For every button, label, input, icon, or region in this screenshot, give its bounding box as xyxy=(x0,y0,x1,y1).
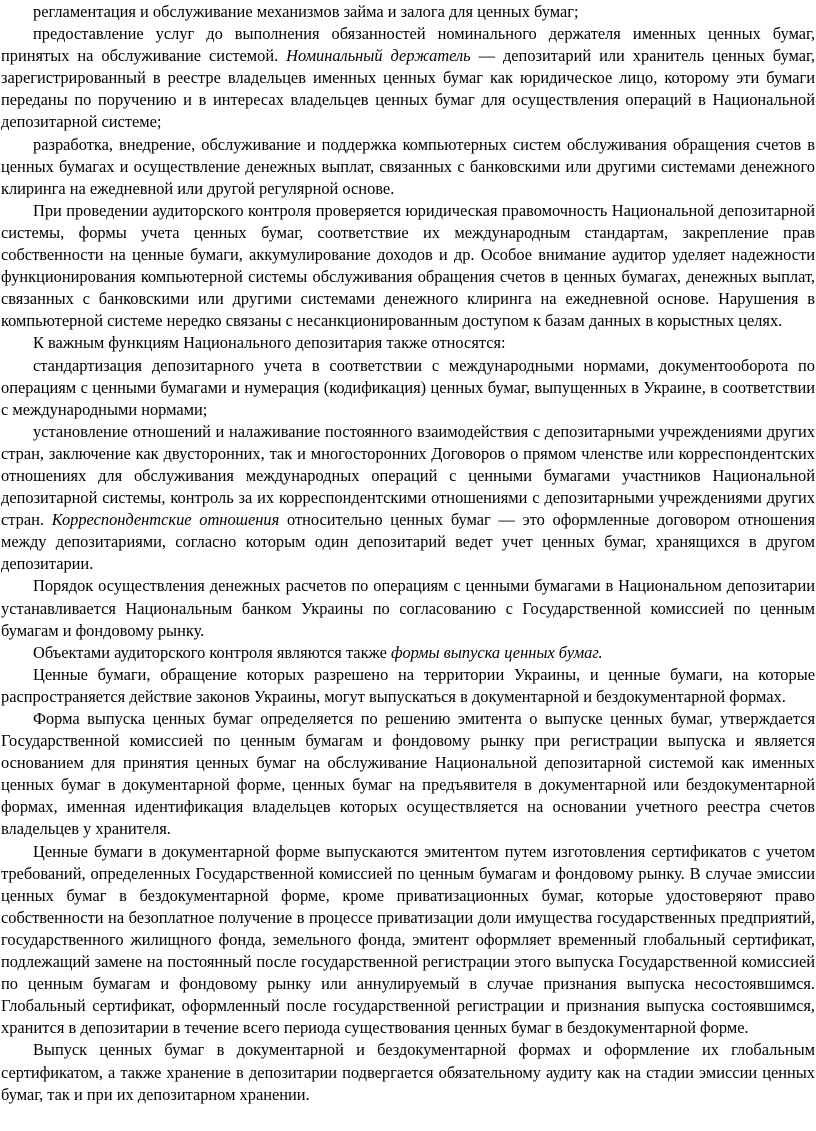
paragraph-5 xyxy=(1,332,815,354)
paragraph-12 xyxy=(1,841,815,1040)
paragraph-9 xyxy=(1,642,815,664)
paragraph-13 xyxy=(1,1039,815,1105)
text-run: Форма выпуска ценных бумаг определяется по решению эмитента о выпуске ценных бумаг, утверждается Государственной комиссией по ценным бумагам и фондовому рынку при регистрации выпуска и является основанием для принятия ценных бумаг на обслуживание Национальной депозитарной системой как именных ценных бумаг в документарной форме, ценных бумаг на предъявителя в документарной или бездокументарной формах, именная идентификация владельцев которых осуществляется на основании учетного реестра счетов владельцев у хранителя. xyxy=(1,709,815,839)
text-run: Порядок осуществления денежных расчетов по операциям с ценными бумагами в Национальном депозитарии устанавливается Национальным банком Украины по согласованию с Государственной комиссией по ценным бумагам и фондовому рынку. xyxy=(1,576,815,640)
paragraph-4 xyxy=(1,200,815,333)
text-run: стандартизация депозитарного учета в соответствии с международными нормами, документооборота по операциям с ценными бумагами и нумерация (кодификация) ценных бумаг, выпущенных в Украине, в соответствии с международными нормами; xyxy=(1,355,815,419)
text-run: разработка, внедрение, обслуживание и поддержка компьютерных систем обслуживания обращения счетов в ценных бумагах и осуществление денежных выплат, связанных с банковскими или другими системами денежного клиринга на ежедневной или другой регулярной основе. xyxy=(1,134,815,198)
term-nominee-holder: Номинальный держатель xyxy=(286,46,471,66)
term-correspondent-relations: Корреспондентские отношения xyxy=(51,510,280,530)
text-run: Ценные бумаги в документарной форме выпускаются эмитентом путем изготовления сертификатов с учетом требований, определенных Государственной комиссией по ценным бумагам и фондовому рынку. В случае эмиссии ценных бумаг в бездокументарной форме, кроме приватизационных бумаг, которые удостоверяют право собственности на безоплатное получение в процессе приватизации доли имущества государственных предприятий, государственного жилищного фонда, земельного фонда, эмитент оформляет временный глобальный сертификат, подлежащий замене на постоянный после государственной регистрации этого выпуска Государственной комиссией по ценным бумагам и фондовому рынку или аннулируемый в случае признания выпуска несостоявшимся. Глобальный сертификат, оформленный после государственной регистрации и признания выпуска состоявшимся, хранится в депозитарии в течение всего периода существования ценных бумаг в бездокументарной форме. xyxy=(1,841,815,1038)
text-run: Ценные бумаги, обращение которых разрешено на территории Украины, и ценные бумаги, на которые распространяется действие законов Украины, могут выпускаться в документарной и бездокументарной формах. xyxy=(1,664,815,706)
text-run: К важным функциям Национального депозитария также относятся: xyxy=(33,333,506,353)
text-run: Объектами аудиторского контроля являются также xyxy=(33,642,392,662)
paragraph-1 xyxy=(1,1,815,23)
paragraph-2 xyxy=(1,23,815,133)
text-run: — депозитарий или хранитель ценных бумаг, зарегистрированный в реестре владельцев именных ценных бумаг как юридическое лицо, которому эти бумаги переданы по поручению и в интересах владельцев ценных бумаг для осуществления операций в Национальной депозитарной системе; xyxy=(1,46,815,132)
paragraph-3 xyxy=(1,134,815,200)
text-run: При проведении аудиторского контроля проверяется юридическая правомочность Национальной депозитарной системы, формы учета ценных бумаг, соответствие их международным стандартам, закрепление прав собственности на ценные бумаги, аккумулирование доходов и др. Особое внимание аудитор уделяет надежности функционирования компьютерной системы обслуживания обращения счетов в ценных бумагах, денежных выплат, связанных с банковскими или другими системами денежного клиринга на ежедневной основе. Нарушения в компьютерной системе нередко связаны с несанкционированным доступом к базам данных в корыстных целях. xyxy=(1,200,815,331)
text-run: установление отношений и налаживание постоянного взаимодействия с депозитарными учреждениями других стран, заключение как двусторонних, так и многосторонних Договоров о прямом членстве или корреспондентских отношениях для обслуживания международных операций с ценными бумагами участников Национальной депозитарной системы, контроль за их корреспондентскими отношениями с депозитарными учреждениями других стран. xyxy=(1,421,815,530)
text-run: предоставление услуг до выполнения обязанностей номинального держателя именных ценных бумаг, принятых на обслуживание системой. xyxy=(1,24,815,66)
text-run: Выпуск ценных бумаг в документарной и бездокументарной формах и оформление их глобальным сертификатом, а также хранение в депозитарии подвергается обязательному аудиту как на стадии эмиссии ценных бумаг, так и при их депозитарном хранении. xyxy=(1,1040,815,1104)
term-issue-forms: формы выпуска ценных бумаг. xyxy=(391,642,603,662)
paragraph-10 xyxy=(1,664,815,708)
paragraph-7 xyxy=(1,421,815,576)
paragraph-11 xyxy=(1,708,815,841)
text-run: относительно ценных бумаг — это оформленные договором отношения между депозитариями, согласно которым один депозитарий ведет учет ценных бумаг, хранящихся в другом депозитарии. xyxy=(1,510,815,574)
text-run: регламентация и обслуживание механизмов займа и залога для ценных бумаг; xyxy=(33,2,579,21)
paragraph-8 xyxy=(1,575,815,641)
paragraph-6 xyxy=(1,355,815,421)
